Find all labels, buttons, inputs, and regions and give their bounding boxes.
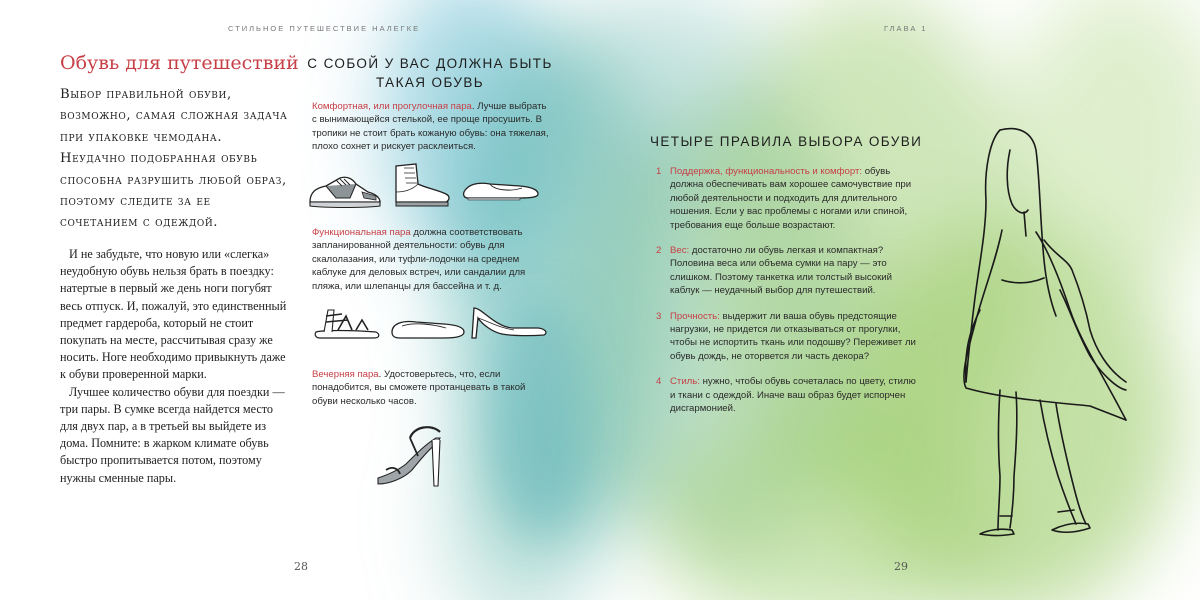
boot-icon — [386, 160, 452, 210]
rule-number: 3 — [656, 310, 662, 322]
rule-label: Стиль: — [670, 376, 700, 388]
sneaker-icon — [306, 170, 384, 210]
rule-item — [656, 165, 918, 232]
woman-sketch-icon — [940, 120, 1150, 550]
shoe-item-functional — [312, 226, 550, 293]
rule-number: 1 — [656, 166, 662, 177]
rule-label: Вес: — [670, 245, 690, 257]
ballet-flat-icon — [388, 316, 466, 344]
shoe-item-label: Функциональная пара — [312, 227, 411, 238]
shoes-heading-line2: ТАКАЯ ОБУВЬ — [375, 75, 485, 90]
rules-heading: ЧЕТЫРЕ ПРАВИЛА ВЫБОРА ОБУВИ — [650, 134, 923, 149]
shoe-item-comfort — [312, 100, 550, 154]
shoe-item-text: . Лучше выбрать с вынимающейся стелькой, ее проще просушить. В тропики не стоит брать кожаную обувь: она тяжелая, плохо сохнет и рискует расклеиться. — [312, 101, 549, 153]
body-text — [60, 246, 292, 487]
rule-label: Прочность: — [670, 310, 720, 322]
rule-text: достаточно ли обувь легкая и компактная? Половина веса или объема сумки на пару — это слишком. Поэтому танкетка или толстый высокий каблук — неудачный выбор для путешествий. — [670, 245, 893, 297]
shoe-item-label: Вечерняя пара — [312, 369, 379, 380]
rule-text: выдержит ли ваша обувь предстоящие нагрузки, не придется ли отказываться от прогулки, чтобы не испортить ткань или подошву? Переживет ли обувь дождь, не оторвется ли часть декора? — [670, 310, 916, 362]
shoe-item-text: . Удостоверьтесь, что, если понадобится, вы сможете протанцевать в такой обуви несколько часов. — [312, 369, 526, 407]
page-number-left: 28 — [294, 560, 308, 573]
shoes-heading-line1: С СОБОЙ У ВАС ДОЛЖНА БЫТЬ — [307, 56, 553, 71]
shoe-item-text: должна соответствовать запланированной деятельности: обувь для скалолазания, или туфли-лодочки на среднем каблуке для деловых встреч, или сандалии для пляжа, или шлепанцы для бассейна и т. д. — [312, 227, 526, 292]
rules-list — [656, 165, 918, 428]
page-number-right: 29 — [894, 560, 908, 573]
rule-item — [656, 310, 918, 364]
running-header-left: СТИЛЬНОЕ ПУТЕШЕСТВИЕ НАЛЕГКЕ — [228, 24, 421, 33]
shoes-heading — [300, 54, 560, 92]
body-paragraph: И не забудьте, что новую или «слегка» неудобную обувь нельзя брать в поездку: натертые в первый же день ноги погубят весь отпуск. И, пожалуй, это единственный предмет гардероба, который не стоит покупать на месте, рассчитывая сразу же носить. Ноге необходимо привыкнуть даже к обуви проверенной марки. — [60, 247, 287, 382]
flat-icon — [460, 176, 542, 202]
body-paragraph: Лучшее количество обуви для поездки — три пары. В сумке всегда найдется место для двух пар, а в третьей вы выйдете из дома. Помните: в жарком климате обувь быстро пропитывается потом, поэтому нужны сменные пары. — [60, 384, 285, 485]
rule-text: нужно, чтобы обувь сочеталась по цвету, стилю и ткани с одеждой. Иначе ваш образ будет испорчен дисгармонией. — [670, 376, 916, 415]
page-title: Обувь для путешествий — [60, 52, 299, 74]
rule-item — [656, 375, 918, 415]
pump-icon — [468, 302, 550, 342]
rule-number: 2 — [656, 245, 662, 257]
stiletto-sandal-icon — [374, 420, 452, 490]
shoe-item-label: Комфортная, или прогулочная пара — [312, 101, 472, 112]
shoe-item-evening — [312, 368, 550, 408]
sandal-icon — [312, 302, 382, 342]
lead-paragraph: Выбор правильной обуви, возможно, самая сложная задача при упаковке чемодана. Неудачно подобранная обувь способна разрушить любой образ, поэтому следите за ее сочетанием с одеждой. — [60, 87, 288, 231]
rule-number: 4 — [656, 376, 662, 388]
rule-label: Поддержка, функциональность и комфорт: — [670, 166, 863, 177]
rule-item — [656, 244, 918, 298]
rule-text: обувь должна обеспечивать вам хорошее самочувствие при любой деятельности и подходить для длительного ношения. Если у вас проблемы с ногами или спиной, требования еще больше возрастают. — [670, 166, 912, 231]
running-header-right: ГЛАВА 1 — [884, 24, 928, 33]
